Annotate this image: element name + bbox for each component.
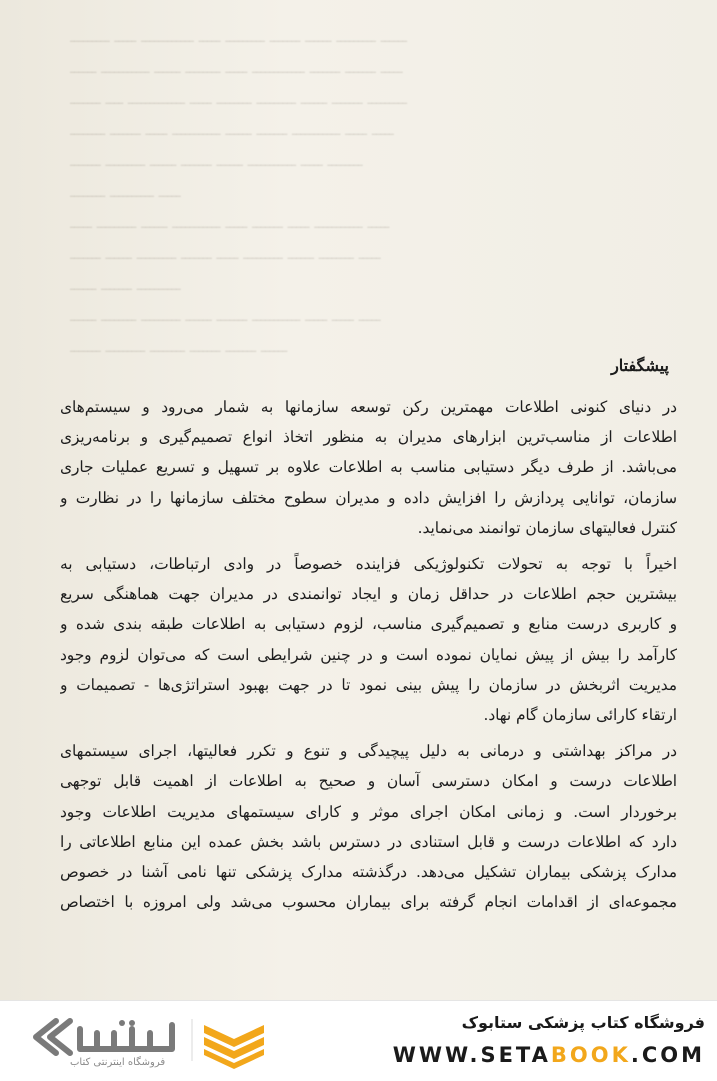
text-line: کارآمد را بیش از پیش نمایان نموده است و در چنین شرایطی است که می‌توان لزوم وجود xyxy=(60,645,677,664)
text-line: مدیریت اثربخش در سازمان را پیش بینی نمود تا در جهت بهبود استراتژی‌ها - تصمیمات و xyxy=(60,675,677,694)
store-footer-banner xyxy=(0,1000,717,1081)
text-line: دارد که اطلاعات درست و قابل استنادی در دسترس باشد بخش عمده این منابع اطلاعاتی را xyxy=(60,832,677,851)
text-line: سازمان، توانایی پردازش را افزایش داده و مدیران سطوح مختلف سازمانها را در نظارت و xyxy=(60,488,677,507)
logo-subtitle: فروشگاه اینترنتی کتاب xyxy=(70,1057,166,1068)
text-line: بیشترین حجم اطلاعات در حداقل زمان و ایجاد توانمندی در مدیران جهت هماهنگی سریع xyxy=(60,585,677,604)
text-line: در دنیای کنونی اطلاعات مهمترین رکن توسعه سازمانها به شمار می‌رود و سیستم‌های xyxy=(60,398,677,416)
body-text xyxy=(60,392,677,923)
text-line: اطلاعات از مناسب‌ترین ابزارهای مدیران به منظور اتخاذ انواع تصمیم‌گیری و برنامه‌ریزی xyxy=(60,428,677,447)
text-line: برخوردار است. و زمانی امکان اجرای موثر و کارای سیستمهای مدیریت اطلاعات وجود xyxy=(60,802,677,821)
text-line: مدارک پزشکی بیماران تشکیل می‌دهد. درگذشته مدارک پزشکی تنها نامی آشنا در خصوص xyxy=(60,863,677,882)
text-line: و کاربری درست منابع و تصمیم‌گیری مناسب، لزوم دستیابی به اطلاعات طبقه بندی شده و xyxy=(60,615,677,634)
text-line: اخیراً با توجه به تحولات تکنولوژیکی فزاینده خصوصاً در وادی ارتباطات، دستیابی به xyxy=(60,555,677,574)
text-line: اطلاعات درست و امکان دسترسی آسان و صحیح به اطلاعات از اهمیت قابل توجهی xyxy=(60,772,677,791)
paragraph-2 xyxy=(60,549,677,730)
paragraph-1 xyxy=(60,392,677,543)
store-url-link[interactable] xyxy=(393,1043,705,1067)
url-suffix: .COM xyxy=(630,1043,705,1067)
text-line: می‌باشد. از طرف دیگر دستیابی مناسب به اطلاعات علاوه بر تسهیل و تسریع عملیات جاری xyxy=(60,458,677,477)
setabook-logo[interactable] xyxy=(22,1011,272,1073)
paragraph-3 xyxy=(60,736,677,917)
url-accent: BOOK xyxy=(550,1043,631,1067)
text-line: در مراکز بهداشتی و درمانی به دلیل پیچیدگی و تنوع و تکرر فعالیتها، اجرای سیستمهای xyxy=(60,742,677,761)
section-heading: پیشگفتار xyxy=(611,356,669,375)
text-line: مجموعه‌ای از اقدامات انجام گرفته برای بیماران محسوب می‌شد ولی امروزه با اختصاص xyxy=(60,893,677,912)
url-prefix: WWW.SETA xyxy=(392,1043,551,1067)
store-name: فروشگاه کتاب پزشکی ستابوک xyxy=(461,1013,705,1032)
text-line: ارتقاء کارائی سازمان گام نهاد. xyxy=(483,706,677,725)
text-line: کنترل فعالیتهای سازمان توانمند می‌نماید. xyxy=(417,518,677,537)
bleed-through-text: ـــــــــ ـــــ ــــــــــــ ـــــ ـــــــــ ـــــــ ــــــ ـــــــــ ــــــ ــــــ ـــــــــــ ــــــ ــــــــ ـــــ ــــــــــــ ـــــــ ـــــــ ـــــ ـــــــ ــــ ـــــــــــــ ـــــ ــــــــ ـــــــــ ــــــ ـــــــ ـــــــــ ــــــــ ـــــــ ـــــ ـــــــــــ ــــــ ـــــــ ـــــــــــ ـــــ ـــــ ـــــــ ـــــــــ ــــــ ـــــــ ــــــ ـــــــــــ ـــــ ــــــــ ــــــــ ــــــــــ ـــــ ـــــ ـــــــــ ــــــ ـــــــــــ ـــــ ـــــــ ـــــ ـــــــــــ ـــــ ـــــــ ــــــ ـــــــــ ـــــــ ـــــ ـــــــــ ــــــ ــــــــ ـــــ ــــــ ـــــــ ــــــــــ ــــــ ــــــــ ـــــــــ ــــــ ـــــــ ـــــــــــ ـــــ ـــــ ـــــ ـــــــ ـــــــــ ــــــــ ـــــــ ـــــــ ــــــ xyxy=(70,28,407,356)
